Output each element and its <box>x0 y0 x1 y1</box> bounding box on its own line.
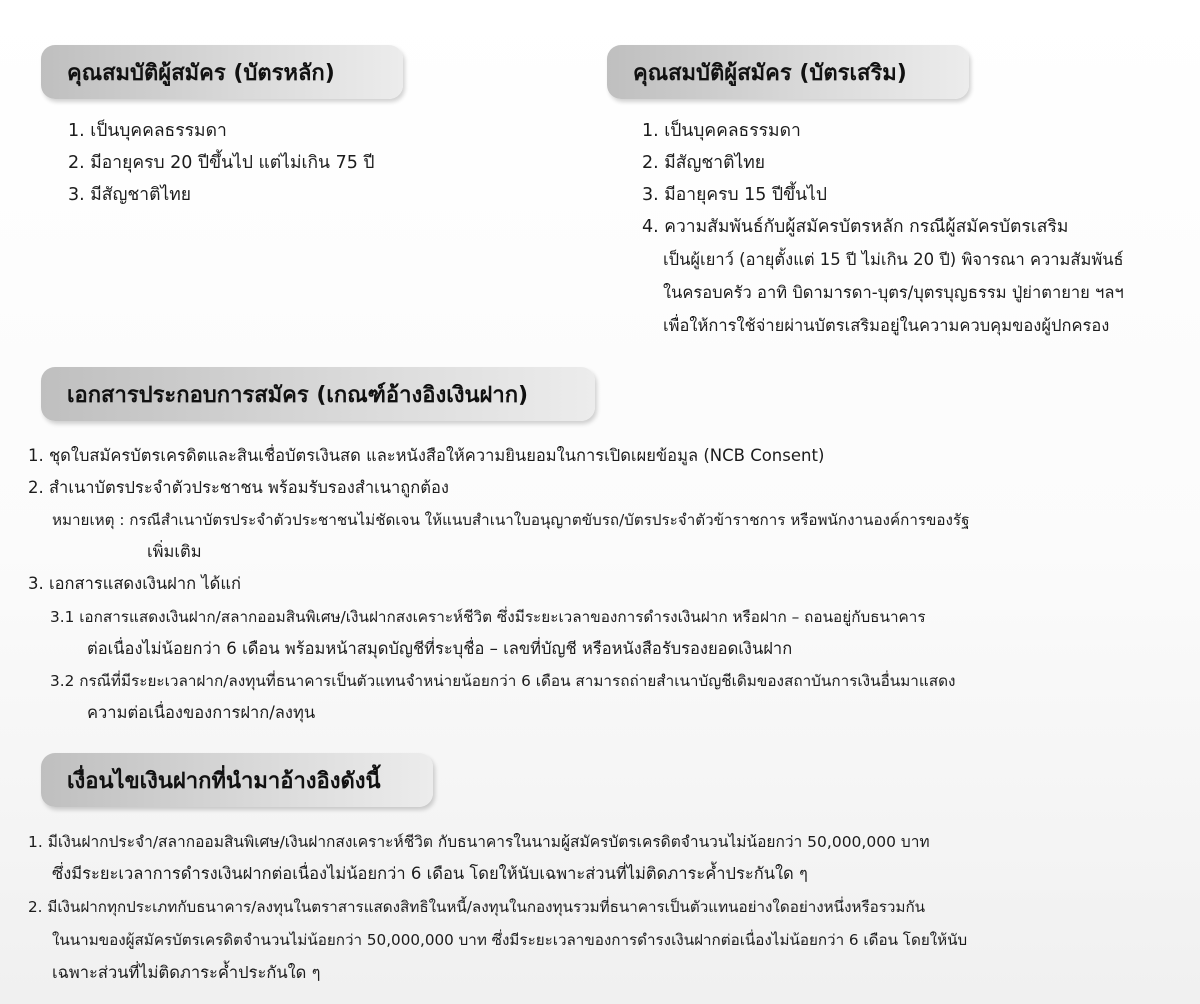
document-item-3: 3. เอกสารแสดงเงินฝาก ได้แก่ <box>28 574 241 593</box>
supplementary-item-4: 4. ความสัมพันธ์กับผู้สมัครบัตรหลัก กรณีผู้สมัครบัตรเสริม <box>642 217 1069 237</box>
primary-item-2: 2. มีอายุครบ 20 ปีขึ้นไป แต่ไม่เกิน 75 ปี <box>68 153 375 173</box>
document-item-3-2-line-2: ความต่อเนื่องของการฝาก/ลงทุน <box>87 703 316 722</box>
supplementary-item-3: 3. มีอายุครบ 15 ปีขึ้นไป <box>642 185 827 205</box>
document-item-3-2-line-1: 3.2 กรณีที่มีระยะเวลาฝาก/ลงทุนที่ธนาคารเป็นตัวแทนจำหน่ายน้อยกว่า 6 เดือน สามารถถ่ายสำเนาบัญชีเดิมของสถาบันการเงินอื่นมาแสดง <box>50 672 956 690</box>
supplementary-item-1: 1. เป็นบุคคลธรรมดา <box>642 121 801 141</box>
document-note-line-2: เพิ่มเติม <box>147 542 202 561</box>
supplementary-item-4-cont-1: เป็นผู้เยาว์ (อายุตั้งแต่ 15 ปี ไม่เกิน 20 ปี) พิจารณา ความสัมพันธ์ <box>663 250 1124 269</box>
documents-header <box>41 367 595 421</box>
document-item-1: 1. ชุดใบสมัครบัตรเครดิตและสินเชื่อบัตรเงินสด และหนังสือให้ความยินยอมในการเปิดเผยข้อมูล (NCB Consent) <box>28 446 825 465</box>
supplementary-card-title: คุณสมบัติผู้สมัคร (บัตรเสริม) <box>633 60 907 86</box>
conditions-title: เงื่อนไขเงินฝากที่นำมาอ้างอิงดังนี้ <box>67 768 381 794</box>
document-note-line-1: หมายเหตุ : กรณีสำเนาบัตรประจำตัวประชาชนไม่ชัดเจน ให้แนบสำเนาใบอนุญาตขับรถ/บัตรประจำตัวข้าราชการ หรือพนักงานองค์การของรัฐ <box>52 511 970 529</box>
condition-item-2-line-1: 2. มีเงินฝากทุกประเภทกับธนาคาร/ลงทุนในตราสารแสดงสิทธิในหนี้/ลงทุนในกองทุนรวมที่ธนาคารเป็นตัวแทนอย่างใดอย่างหนึ่งหรือรวมกัน <box>28 898 926 916</box>
documents-title: เอกสารประกอบการสมัคร (เกณฑ์อ้างอิงเงินฝาก) <box>67 382 529 408</box>
document-item-2: 2. สำเนาบัตรประจำตัวประชาชน พร้อมรับรองสำเนาถูกต้อง <box>28 478 449 497</box>
primary-card-title: คุณสมบัติผู้สมัคร (บัตรหลัก) <box>67 60 335 86</box>
document-item-3-1-line-1: 3.1 เอกสารแสดงเงินฝาก/สลากออมสินพิเศษ/เงินฝากสงเคราะห์ชีวิต ซึ่งมีระยะเวลาของการดำรงเงินฝาก หรือฝาก – ถอนอยู่กับธนาคาร <box>50 608 926 626</box>
conditions-header <box>41 753 433 807</box>
supplementary-item-2: 2. มีสัญชาติไทย <box>642 153 766 173</box>
primary-item-1: 1. เป็นบุคคลธรรมดา <box>68 121 227 141</box>
document-item-3-1-line-2: ต่อเนื่องไม่น้อยกว่า 6 เดือน พร้อมหน้าสมุดบัญชีที่ระบุชื่อ – เลขที่บัญชี หรือหนังสือรับรองยอดเงินฝาก <box>87 639 793 658</box>
condition-item-1-line-2: ซึ่งมีระยะเวลาการดำรงเงินฝากต่อเนื่องไม่น้อยกว่า 6 เดือน โดยให้นับเฉพาะส่วนที่ไม่ติดภาระค้ำประกันใด ๆ <box>52 864 808 883</box>
condition-item-2-line-2: ในนามของผู้สมัครบัตรเครดิตจำนวนไม่น้อยกว่า 50,000,000 บาท ซึ่งมีระยะเวลาของการดำรงเงินฝากต่อเนื่องไม่น้อยกว่า 6 เดือน โดยให้นับ <box>52 931 968 949</box>
primary-item-3: 3. มีสัญชาติไทย <box>68 185 192 205</box>
primary-card-header <box>41 45 403 99</box>
supplementary-item-4-cont-2: ในครอบครัว อาทิ บิดามารดา-บุตร/บุตรบุญธรรม ปู่ย่าตายาย ฯลฯ <box>663 283 1124 302</box>
supplementary-card-header <box>607 45 969 99</box>
supplementary-item-4-cont-3: เพื่อให้การใช้จ่ายผ่านบัตรเสริมอยู่ในความควบคุมของผู้ปกครอง <box>663 316 1110 335</box>
condition-item-2-line-3: เฉพาะส่วนที่ไม่ติดภาระค้ำประกันใด ๆ <box>52 963 321 982</box>
condition-item-1-line-1: 1. มีเงินฝากประจำ/สลากออมสินพิเศษ/เงินฝากสงเคราะห์ชีวิต กับธนาคารในนามผู้สมัครบัตรเครดิตจำนวนไม่น้อยกว่า 50,000,000 บาท <box>28 833 930 851</box>
